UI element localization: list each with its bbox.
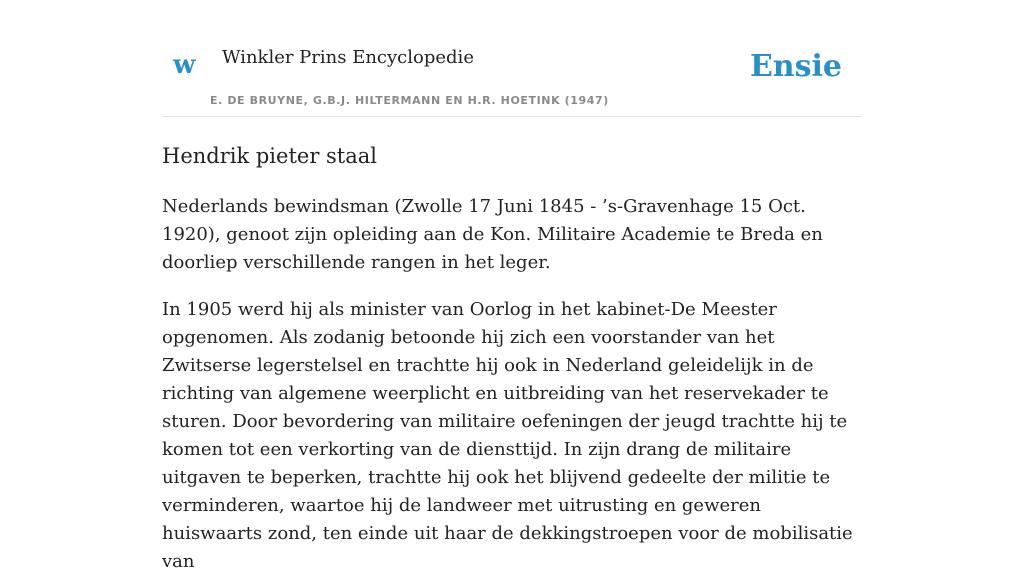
ensie-logo-link[interactable]: Ensie	[749, 49, 842, 84]
article-paragraph-1: Nederlands bewindsman (Zwolle 17 Juni 1845 - ’s-Gravenhage 15 Oct. 1920), genoot zijn opleiding aan de Kon. Militaire Academie te Breda en doorliep verschillende rangen in het leger.	[162, 196, 823, 273]
article-paragraph-2: In 1905 werd hij als minister van Oorlog in het kabinet-De Meester opgenomen. Als zodanig betoonde hij zich een voorstander van het Zwitserse legerstelsel en trachtte hij ook in Nederland geleidelijk in de richting van algemene weerplicht en uitbreiding van het reservekader te sturen. Door bevordering van militaire oefeningen der jeugd trachtte hij te komen tot een verkorting van de diensttijd. In zijn drang de militaire uitgaven te beperken, trachtte hij ook het blijvend gedeelte der militie te verminderen, waartoe hij de landweer met uitrusting en geweren huiswaarts zond, ten einde uit haar de dekkingstroepen voor de mobilisatie van	[162, 299, 853, 572]
publication-logo-icon[interactable]: w	[173, 50, 196, 80]
article-title: Hendrik pieter staal	[162, 144, 378, 168]
publication-title[interactable]: Winkler Prins Encyclopedie	[222, 47, 474, 68]
publication-header	[162, 0, 862, 117]
page-container	[162, 0, 862, 576]
publication-authors: E. DE BRUYNE, G.B.J. HILTERMANN EN H.R. HOETINK (1947)	[210, 94, 609, 107]
